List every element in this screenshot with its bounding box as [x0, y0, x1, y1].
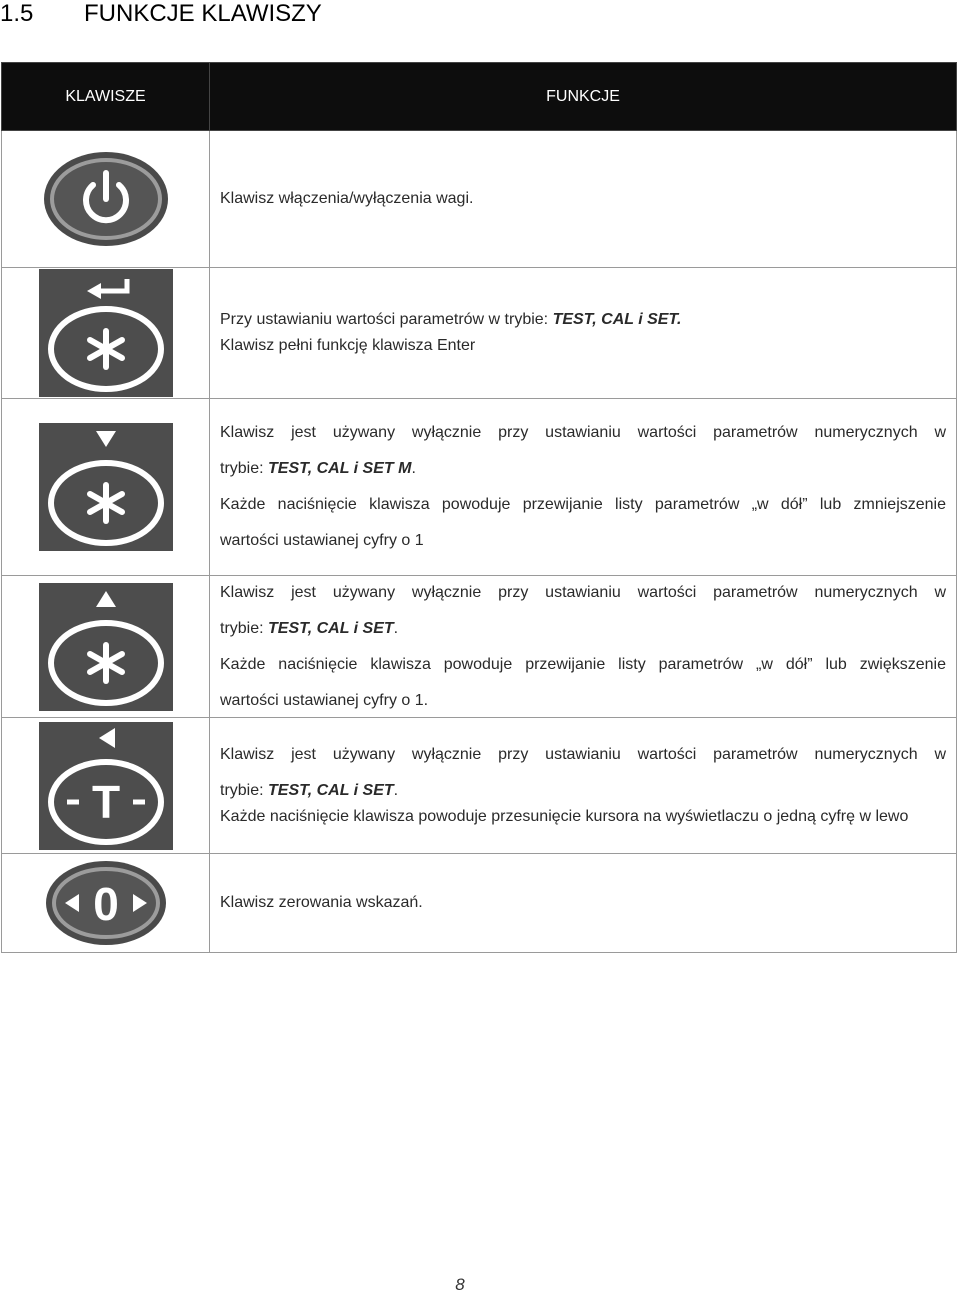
description-text: Każde naciśnięcie klawisza powoduje przewijanie listy parametrów „w dół” lub zmniejszenie: [220, 496, 946, 513]
description-line: [220, 778, 946, 804]
description-text: .: [411, 460, 416, 477]
table-row: [2, 399, 957, 576]
description-text: Klawisz jest używany wyłącznie przy ustawianiu wartości parametrów numerycznych w: [220, 745, 946, 763]
power-key-icon: [41, 149, 171, 249]
left-tare-key-icon: [39, 722, 173, 850]
description-text: Klawisz pełni funkcję klawisza Enter: [220, 337, 476, 354]
key-cell: [2, 576, 210, 718]
description-cell: [210, 268, 957, 399]
key-cell: [2, 399, 210, 576]
description-text: Każde naciśnięcie klawisza powoduje przesunięcie kursora na wyświetlaczu o jedną cyfrę w lewo: [220, 807, 909, 825]
description-cell: [210, 854, 957, 953]
mode-names: TEST, CAL i SET.: [552, 311, 682, 328]
mode-names: TEST, CAL i SET: [268, 781, 394, 799]
key-functions-table: [1, 62, 957, 953]
description-text: Klawisz jest używany wyłącznie przy ustawianiu wartości parametrów numerycznych w: [220, 583, 946, 601]
description-text: Klawisz zerowania wskazań.: [220, 894, 423, 911]
key-symbol: 0: [92, 878, 119, 930]
enter-star-key-icon: [39, 269, 173, 397]
description-text: Klawisz jest używany wyłącznie przy ustawianiu wartości parametrów numerycznych w: [220, 424, 946, 441]
description-cell: [210, 131, 957, 268]
down-star-key-icon: [39, 423, 173, 551]
mode-names: TEST, CAL i SET: [268, 619, 394, 637]
description-text: trybie:: [220, 781, 269, 799]
page-number: 8: [455, 1275, 465, 1294]
zero-key-icon: [43, 858, 169, 948]
description-text: trybie:: [220, 460, 269, 477]
key-cell: [2, 718, 210, 854]
description-cell: [210, 576, 957, 718]
section-title: FUNKCJE KLAWISZY: [84, 0, 322, 27]
key-cell: [2, 131, 210, 268]
header-keys: KLAWISZE: [2, 63, 210, 131]
description-text: .: [393, 781, 399, 799]
table-row: [2, 718, 957, 854]
mode-names: TEST, CAL i SET M: [268, 460, 412, 477]
key-cell: [2, 268, 210, 399]
table-row: [2, 268, 957, 399]
header-functions: FUNKCJE: [210, 63, 957, 131]
description-line: [220, 307, 946, 333]
table-row: [2, 576, 957, 718]
section-heading: [0, 0, 322, 28]
table-row: [2, 854, 957, 953]
description-text: Klawisz włączenia/wyłączenia wagi.: [220, 190, 474, 207]
description-text: trybie:: [220, 619, 269, 637]
description-text: Przy ustawianiu wartości parametrów w trybie:: [220, 311, 553, 328]
description-text: .: [393, 619, 399, 637]
description-cell: [210, 399, 957, 576]
description-cell: [210, 718, 957, 854]
description-text: wartości ustawianej cyfry o 1: [220, 532, 424, 549]
table-row: [2, 131, 957, 268]
table-header-row: [2, 63, 957, 131]
section-number: 1.5: [0, 0, 34, 27]
key-cell: [2, 854, 210, 953]
description-text: wartości ustawianej cyfry o 1.: [220, 691, 429, 709]
up-star-key-icon: [39, 583, 173, 711]
key-symbol: T: [91, 775, 121, 828]
description-line: [220, 616, 946, 642]
description-text: Każde naciśnięcie klawisza powoduje przewijanie listy parametrów „w dół” lub zwiększenie: [220, 655, 946, 673]
description-line: [220, 456, 946, 482]
